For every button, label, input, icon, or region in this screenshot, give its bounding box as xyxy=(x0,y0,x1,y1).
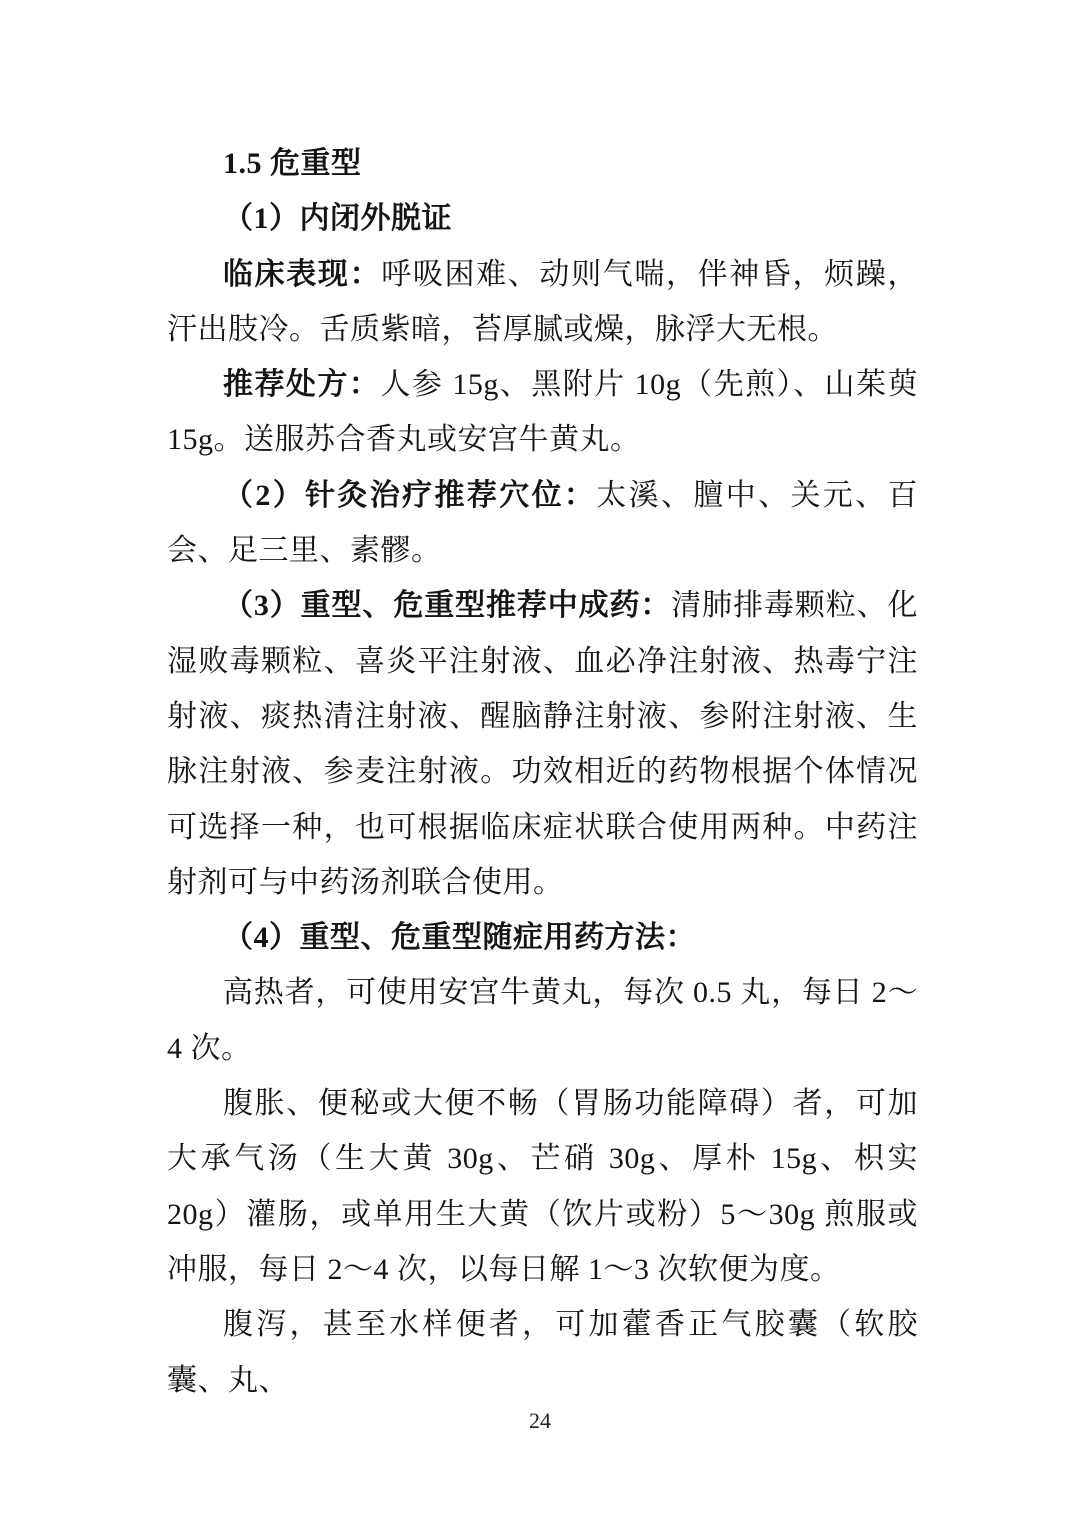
section-heading xyxy=(167,136,918,191)
paragraph-label: （1）内闭外脱证 xyxy=(223,202,452,236)
paragraph: 推荐处方：人参 15g、黑附片 10g（先煎）、山茱萸 15g。送服苏合香丸或安宫牛黄丸。 xyxy=(167,368,919,457)
paragraph-label: 推荐处方： xyxy=(223,368,381,402)
paragraph: （3）重型、危重型推荐中成药：清肺排毒颗粒、化湿败毒颗粒、喜炎平注射液、血必净注射液、热毒宁注射液、痰热清注射液、醒脑静注射液、参附注射液、生脉注射液、参麦注射液。功效相近的药物根据个体情况可选择一种，也可根据临床症状联合使用两种。中药注射剂可与中药汤剂联合使用。 xyxy=(167,589,919,899)
page-number: 24 xyxy=(529,1408,551,1433)
paragraph-label: （3）重型、危重型推荐中成药： xyxy=(223,589,672,623)
paragraph: （2）针灸治疗推荐穴位：太溪、膻中、关元、百会、足三里、素髎。 xyxy=(167,478,919,568)
paragraph-label: 1.5 危重型 xyxy=(223,147,362,180)
paragraph-label: 临床表现： xyxy=(223,257,382,291)
paragraph: 高热者，可使用安宫牛黄丸，每次 0.5 丸，每日 2～4 次。 xyxy=(167,976,918,1065)
paragraph: 腹泻，甚至水样便者，可加藿香正气胶囊（软胶囊、丸、 xyxy=(167,1308,918,1397)
section-heading xyxy=(167,910,918,965)
paragraph: 腹胀、便秘或大便不畅（胃肠功能障碍）者，可加大承气汤（生大黄 30g、芒硝 30g、厚朴 15g、枳实 20g）灌肠，或单用生大黄（饮片或粉）5～30g 煎服或冲服，每日 2～4 次，以每日解 1～3 次软便为度。 xyxy=(167,1087,918,1286)
paragraph: 临床表现：呼吸困难、动则气喘，伴神昏，烦躁，汗出肢冷。舌质紫暗，苔厚腻或燥，脉浮大无根。 xyxy=(167,257,919,346)
document-body xyxy=(167,136,918,1408)
page-footer xyxy=(0,1408,1080,1434)
section-heading xyxy=(167,191,918,246)
paragraph-label: （4）重型、危重型随症用药方法： xyxy=(223,921,696,955)
paragraph-label: （2）针灸治疗推荐穴位： xyxy=(223,478,597,512)
